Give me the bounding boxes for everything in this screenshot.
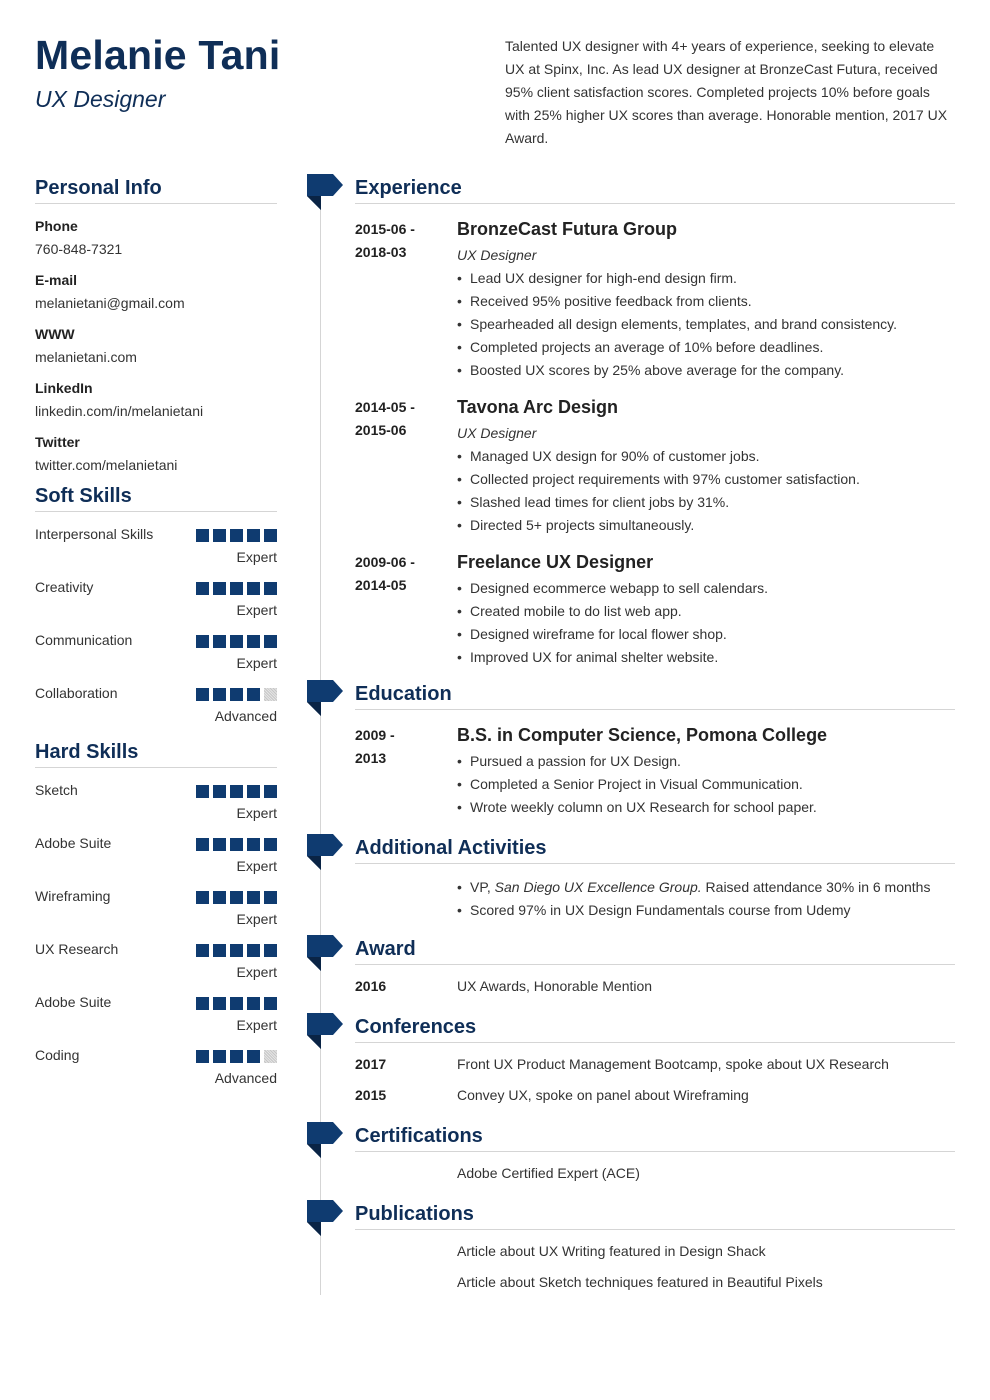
rating-square-filled <box>264 785 277 798</box>
bullet-item: • Pursued a passion for UX Design. <box>457 750 955 773</box>
skill-rating-bar <box>196 997 277 1010</box>
rating-square-filled <box>213 838 226 851</box>
job-title: UX Designer <box>35 86 166 112</box>
rating-square-filled <box>247 635 260 648</box>
bullet-list <box>457 876 955 922</box>
bullet-item: • Boosted UX scores by 25% above average for the company. <box>457 359 955 382</box>
soft-skills-heading: Soft Skills <box>35 482 277 512</box>
conferences-heading: Conferences <box>355 1013 955 1043</box>
rating-square-empty <box>264 1050 277 1063</box>
conference-row <box>355 1082 955 1113</box>
skill-level: Expert <box>236 911 277 927</box>
skill-name: Collaboration <box>35 685 118 701</box>
rating-square-filled <box>196 997 209 1010</box>
skill-item <box>35 577 277 630</box>
skill-rating-bar <box>196 635 277 648</box>
candidate-name: Melanie Tani <box>35 32 281 78</box>
activity-prefix: VP, <box>470 879 495 895</box>
degree-name: B.S. in Computer Science, Pomona College <box>457 725 828 745</box>
rating-square-filled <box>230 635 243 648</box>
rating-square-filled <box>230 997 243 1010</box>
soft-skills-list <box>35 512 277 736</box>
skill-name: Communication <box>35 632 133 648</box>
rating-square-filled <box>230 944 243 957</box>
rating-square-filled <box>230 529 243 542</box>
bullet-item: • Received 95% positive feedback from clients. <box>457 290 955 313</box>
rating-square-filled <box>196 529 209 542</box>
company-name: Tavona Arc Design <box>457 397 619 417</box>
bullet-item: • Directed 5+ projects simultaneously. <box>457 514 955 537</box>
conferences-section <box>355 1013 955 1113</box>
entry-dates <box>355 551 445 597</box>
skill-item <box>35 1045 277 1098</box>
section-flag-icon <box>307 1122 343 1158</box>
role-title: UX Designer <box>457 425 537 441</box>
date-end: 2014-05 <box>355 577 407 593</box>
info-item-www <box>35 324 277 378</box>
email-value: melanietani@gmail.com <box>35 295 185 311</box>
bullet-item: • Managed UX design for 90% of customer jobs. <box>457 445 955 468</box>
rating-square-filled <box>213 891 226 904</box>
bullet-list <box>457 445 955 537</box>
skill-rating-bar <box>196 838 277 851</box>
rating-square-filled <box>213 635 226 648</box>
rating-square-filled <box>196 582 209 595</box>
info-item-twitter <box>35 432 277 486</box>
bullet-item <box>457 899 955 922</box>
rating-square-filled <box>230 891 243 904</box>
skill-level: Advanced <box>214 708 277 724</box>
row-text: Article about Sketch techniques featured in Beautiful Pixels <box>457 1274 823 1290</box>
bullet-item: • Collected project requirements with 97% customer satisfaction. <box>457 468 955 491</box>
rating-square-filled <box>196 635 209 648</box>
skill-level: Expert <box>236 805 277 821</box>
row-text: UX Awards, Honorable Mention <box>457 978 653 994</box>
skill-level: Expert <box>236 655 277 671</box>
skill-level: Advanced <box>214 1070 277 1086</box>
bullet-item: • Lead UX designer for high-end design firm. <box>457 267 955 290</box>
row-date: 2017 <box>355 1056 387 1072</box>
skill-item <box>35 630 277 683</box>
row-text: Adobe Certified Expert (ACE) <box>457 1165 640 1181</box>
publication-row <box>355 1238 955 1269</box>
skill-name: UX Research <box>35 941 119 957</box>
website-value: melanietani.com <box>35 349 137 365</box>
date-end: 2013 <box>355 750 387 766</box>
skill-name: Interpersonal Skills <box>35 526 154 542</box>
rating-square-filled <box>196 785 209 798</box>
rating-square-filled <box>264 997 277 1010</box>
bullet-item: • Spearheaded all design elements, templates, and brand consistency. <box>457 313 955 336</box>
activities-heading: Additional Activities <box>355 834 955 864</box>
skill-name: Coding <box>35 1047 80 1063</box>
publications-heading: Publications <box>355 1200 955 1230</box>
bullet-item: • Completed projects an average of 10% before deadlines. <box>457 336 955 359</box>
section-flag-icon <box>307 174 343 210</box>
date-start: 2015-06 - <box>355 221 415 237</box>
bullet-item: • Wrote weekly column on UX Research for school paper. <box>457 796 955 819</box>
experience-entry <box>355 551 955 669</box>
section-flag-icon <box>307 1013 343 1049</box>
activities-section <box>355 834 955 922</box>
certifications-heading: Certifications <box>355 1122 955 1152</box>
rating-square-filled <box>264 529 277 542</box>
hard-skills-list <box>35 768 277 1098</box>
date-end: 2015-06 <box>355 422 407 438</box>
bullet-item: • Improved UX for animal shelter website. <box>457 646 955 669</box>
row-text: Convey UX, spoke on panel about Wireframing <box>457 1087 749 1103</box>
bullet-item <box>457 876 955 899</box>
certification-row <box>355 1160 955 1191</box>
rating-square-filled <box>196 688 209 701</box>
award-row <box>355 973 955 1004</box>
rating-square-filled <box>247 1050 260 1063</box>
skill-item <box>35 524 277 577</box>
skill-item <box>35 683 277 736</box>
rating-square-filled <box>247 838 260 851</box>
company-name: Freelance UX Designer <box>457 552 654 572</box>
experience-entry <box>355 218 955 382</box>
award-heading: Award <box>355 935 955 965</box>
experience-heading: Experience <box>355 174 955 204</box>
skill-name: Wireframing <box>35 888 111 904</box>
section-flag-icon <box>307 935 343 971</box>
rating-square-filled <box>196 891 209 904</box>
rating-square-empty <box>264 688 277 701</box>
skill-name: Adobe Suite <box>35 994 112 1010</box>
rating-square-filled <box>264 944 277 957</box>
rating-square-filled <box>247 688 260 701</box>
entry-dates <box>355 724 445 770</box>
activity-prefix: Scored 97% in UX Design Fundamentals course from Udemy <box>470 902 851 918</box>
entry-dates <box>355 396 445 442</box>
rating-square-filled <box>213 688 226 701</box>
rating-square-filled <box>213 529 226 542</box>
hard-skills-heading: Hard Skills <box>35 738 277 768</box>
bullet-item: • Slashed lead times for client jobs by 31%. <box>457 491 955 514</box>
bullet-list <box>457 750 955 819</box>
skill-rating-bar <box>196 891 277 904</box>
activity-org: San Diego UX Excellence Group. <box>494 879 702 895</box>
company-name: BronzeCast Futura Group <box>457 219 678 239</box>
date-start: 2014-05 - <box>355 399 415 415</box>
info-label: Twitter <box>35 434 80 450</box>
skill-item <box>35 833 277 886</box>
date-start: 2009-06 - <box>355 554 415 570</box>
skill-rating-bar <box>196 944 277 957</box>
info-item-email <box>35 270 277 324</box>
rating-square-filled <box>247 582 260 595</box>
rating-square-filled <box>196 838 209 851</box>
section-flag-icon <box>307 680 343 716</box>
linkedin-value: linkedin.com/in/melanietani <box>35 403 204 419</box>
personal-info-list <box>35 204 277 486</box>
role-title: UX Designer <box>457 247 537 263</box>
row-date: 2016 <box>355 978 387 994</box>
rating-square-filled <box>264 891 277 904</box>
conference-row <box>355 1051 955 1082</box>
skill-rating-bar <box>196 529 277 542</box>
bullet-item: • Completed a Senior Project in Visual Communication. <box>457 773 955 796</box>
rating-square-filled <box>196 944 209 957</box>
skill-level: Expert <box>236 858 277 874</box>
experience-section <box>355 174 955 669</box>
rating-square-filled <box>264 635 277 648</box>
rating-square-filled <box>247 785 260 798</box>
personal-info-heading: Personal Info <box>35 174 277 204</box>
skill-item <box>35 992 277 1045</box>
skill-rating-bar <box>196 688 277 701</box>
bullet-item: • Designed ecommerce webapp to sell calendars. <box>457 577 955 600</box>
phone-value: 760-848-7321 <box>35 241 123 257</box>
info-item-linkedin <box>35 378 277 432</box>
rating-square-filled <box>264 582 277 595</box>
skill-item <box>35 939 277 992</box>
rating-square-filled <box>230 1050 243 1063</box>
bullet-item: • Designed wireframe for local flower shop. <box>457 623 955 646</box>
rating-square-filled <box>230 785 243 798</box>
rating-square-filled <box>213 1050 226 1063</box>
skill-rating-bar <box>196 785 277 798</box>
info-label: E-mail <box>35 272 78 288</box>
rating-square-filled <box>230 838 243 851</box>
rating-square-filled <box>230 688 243 701</box>
rating-square-filled <box>264 838 277 851</box>
left-column <box>35 174 277 1098</box>
publication-row <box>355 1269 955 1300</box>
profile-summary: Talented UX designer with 4+ years of experience, seeking to elevate UX at Spinx, Inc. As lead UX designer at BronzeCast Futura, received 95% client satisfaction scores. Completed projects 10% before goals with 25% higher UX scores than average. Honorable mention, 2017 UX Award. <box>505 38 948 146</box>
date-start: 2009 - <box>355 727 395 743</box>
info-label: Phone <box>35 218 78 234</box>
row-text: Front UX Product Management Bootcamp, spoke about UX Research <box>457 1056 889 1072</box>
rating-square-filled <box>247 891 260 904</box>
skill-level: Expert <box>236 1017 277 1033</box>
bullet-list <box>457 267 955 382</box>
activity-detail: Raised attendance 30% in 6 months <box>701 879 931 895</box>
rating-square-filled <box>213 997 226 1010</box>
date-end: 2018-03 <box>355 244 407 260</box>
twitter-value: twitter.com/melanietani <box>35 457 178 473</box>
skill-item <box>35 780 277 833</box>
entry-dates <box>355 218 445 264</box>
education-section <box>355 680 955 819</box>
skill-level: Expert <box>236 549 277 565</box>
certifications-section <box>355 1122 955 1191</box>
skill-rating-bar <box>196 582 277 595</box>
education-entry <box>355 724 955 819</box>
skill-rating-bar <box>196 1050 277 1063</box>
rating-square-filled <box>213 582 226 595</box>
skill-level: Expert <box>236 602 277 618</box>
rating-square-filled <box>247 997 260 1010</box>
row-date: 2015 <box>355 1087 387 1103</box>
experience-entry <box>355 396 955 537</box>
skill-name: Creativity <box>35 579 94 595</box>
award-section <box>355 935 955 1004</box>
rating-square-filled <box>196 1050 209 1063</box>
skill-name: Adobe Suite <box>35 835 112 851</box>
info-label: WWW <box>35 326 75 342</box>
section-flag-icon <box>307 834 343 870</box>
row-text: Article about UX Writing featured in Design Shack <box>457 1243 766 1259</box>
publications-section <box>355 1200 955 1300</box>
skill-item <box>35 886 277 939</box>
bullet-item: • Created mobile to do list web app. <box>457 600 955 623</box>
bullet-list <box>457 577 955 669</box>
rating-square-filled <box>247 944 260 957</box>
skill-level: Expert <box>236 964 277 980</box>
education-heading: Education <box>355 680 955 710</box>
rating-square-filled <box>230 582 243 595</box>
rating-square-filled <box>247 529 260 542</box>
skill-name: Sketch <box>35 782 78 798</box>
info-label: LinkedIn <box>35 380 93 396</box>
section-flag-icon <box>307 1200 343 1236</box>
rating-square-filled <box>213 944 226 957</box>
rating-square-filled <box>213 785 226 798</box>
info-item-phone <box>35 216 277 270</box>
